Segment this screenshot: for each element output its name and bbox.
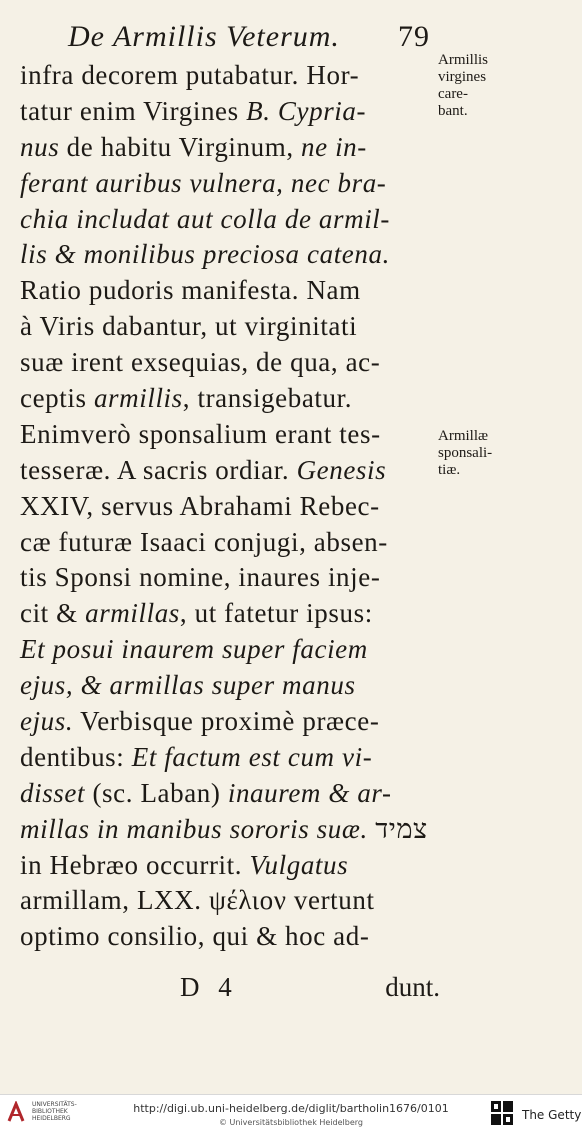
text-segment: Genesis: [296, 454, 387, 485]
page-number: 79: [398, 20, 430, 53]
text-line: [20, 596, 430, 632]
text-line: [20, 812, 430, 848]
margin-note-line: tiæ.: [438, 462, 461, 478]
text-segment: tis Sponsi nomine, inaures inje-: [20, 562, 381, 593]
text-segment: Vulgatus: [249, 849, 349, 880]
text-segment: , ut fatetur ipsus:: [179, 598, 373, 629]
text-segment: צמיד: [367, 813, 428, 844]
text-line: [20, 704, 430, 740]
text-segment: Enimverò sponsalium erant tes-: [20, 418, 381, 449]
text-line: [20, 273, 430, 309]
getty-label: The Getty: [522, 1108, 582, 1122]
text-line: [20, 668, 430, 704]
copyright-text: © Universitätsbibliothek Heidelberg: [218, 1118, 363, 1127]
text-segment: lis & monilibus preciosa catena.: [20, 239, 390, 270]
catchword: dunt.: [385, 972, 440, 1002]
text-line: [20, 202, 430, 238]
text-segment: armillas: [85, 598, 180, 629]
text-segment: armillam, LXX. ψέλιον vertunt: [20, 885, 375, 916]
margin-note-1: [438, 52, 528, 120]
text-segment: ceptis: [20, 383, 94, 414]
text-line: [20, 94, 430, 130]
text-segment: suæ irent exsequias, de qua, ac-: [20, 347, 381, 378]
text-line: [20, 309, 430, 345]
viewer-footer-bar: [0, 1094, 582, 1134]
text-segment: infra decorem putabatur. Hor-: [20, 60, 360, 90]
text-segment: Et factum est cum vi-: [131, 741, 373, 772]
text-segment: , transigebatur.: [182, 383, 353, 414]
text-line: [20, 237, 430, 273]
margin-note-line: Armillæ: [438, 428, 489, 444]
text-segment: dentibus:: [20, 741, 132, 772]
text-line: [20, 740, 430, 776]
text-segment: ne in-: [301, 131, 367, 162]
text-segment: XXIV, servus Abrahami Rebec-: [20, 490, 380, 521]
text-segment: Verbisque proximè præce-: [73, 706, 380, 737]
margin-note-2: [438, 428, 528, 479]
text-segment: de habitu Virginum,: [59, 131, 302, 162]
margin-note-line: care-: [438, 86, 468, 102]
text-segment: ejus.: [20, 706, 74, 737]
text-line: [20, 525, 430, 561]
getty-logo-icon: [490, 1100, 514, 1126]
running-header: [68, 20, 438, 54]
text-segment: cit &: [20, 598, 86, 629]
text-segment: disset: [20, 777, 86, 808]
text-segment: à Viris dabantur, ut virginitati: [20, 311, 358, 342]
text-line: [20, 453, 430, 489]
margin-note-line: Armillis: [438, 52, 489, 68]
text-segment: nus: [20, 131, 60, 162]
text-segment: tatur enim Virgines: [20, 95, 247, 126]
text-line: [20, 776, 430, 812]
margin-note-line: sponsali-: [438, 445, 493, 461]
text-line: [20, 345, 430, 381]
text-line: [20, 130, 430, 166]
text-segment: chia includat aut colla de armil-: [20, 203, 390, 234]
text-segment: armillis: [93, 383, 183, 414]
text-segment: Et posui inaurem super faciem: [20, 634, 368, 665]
text-line: [20, 632, 430, 668]
permalink-url[interactable]: http://digi.ub.uni-heidelberg.de/diglit/bartholin1676/0101: [133, 1102, 449, 1115]
margin-note-line: bant.: [438, 103, 468, 119]
running-title: De Armillis Veterum.: [68, 20, 340, 53]
text-line: [20, 848, 430, 884]
text-segment: cæ futuræ Isaaci conjugi, absen-: [20, 526, 388, 557]
text-segment: ejus, & armillas super manus: [20, 670, 356, 701]
text-line: [20, 58, 430, 94]
margin-note-line: virgines: [438, 69, 487, 85]
body-text: [20, 58, 430, 955]
text-segment: inaurem & ar-: [227, 777, 392, 808]
text-segment: ferant auribus vulnera, nec bra-: [20, 167, 387, 198]
text-segment: B. Cypria-: [246, 95, 367, 126]
page-footer: [180, 972, 440, 1008]
text-line: [20, 919, 430, 955]
text-segment: tesseræ. A sacris ordiar.: [20, 454, 297, 485]
text-segment: (sc. Laban): [85, 777, 228, 808]
text-line: [20, 489, 430, 525]
text-line: [20, 381, 430, 417]
text-segment: Ratio pudoris manifesta. Nam: [20, 275, 361, 306]
text-line: [20, 417, 430, 453]
signature-mark: D 4: [180, 972, 238, 1002]
text-segment: millas in manibus sororis suæ.: [20, 813, 368, 844]
text-segment: optimo consilio, qui & hoc ad-: [20, 921, 370, 952]
text-line: [20, 166, 430, 202]
institution-name: UNIVERSITÄTS-BIBLIOTHEK HEIDELBERG: [32, 1101, 77, 1122]
text-line: [20, 883, 430, 919]
text-line: [20, 560, 430, 596]
text-segment: in Hebræo occurrit.: [20, 849, 250, 880]
